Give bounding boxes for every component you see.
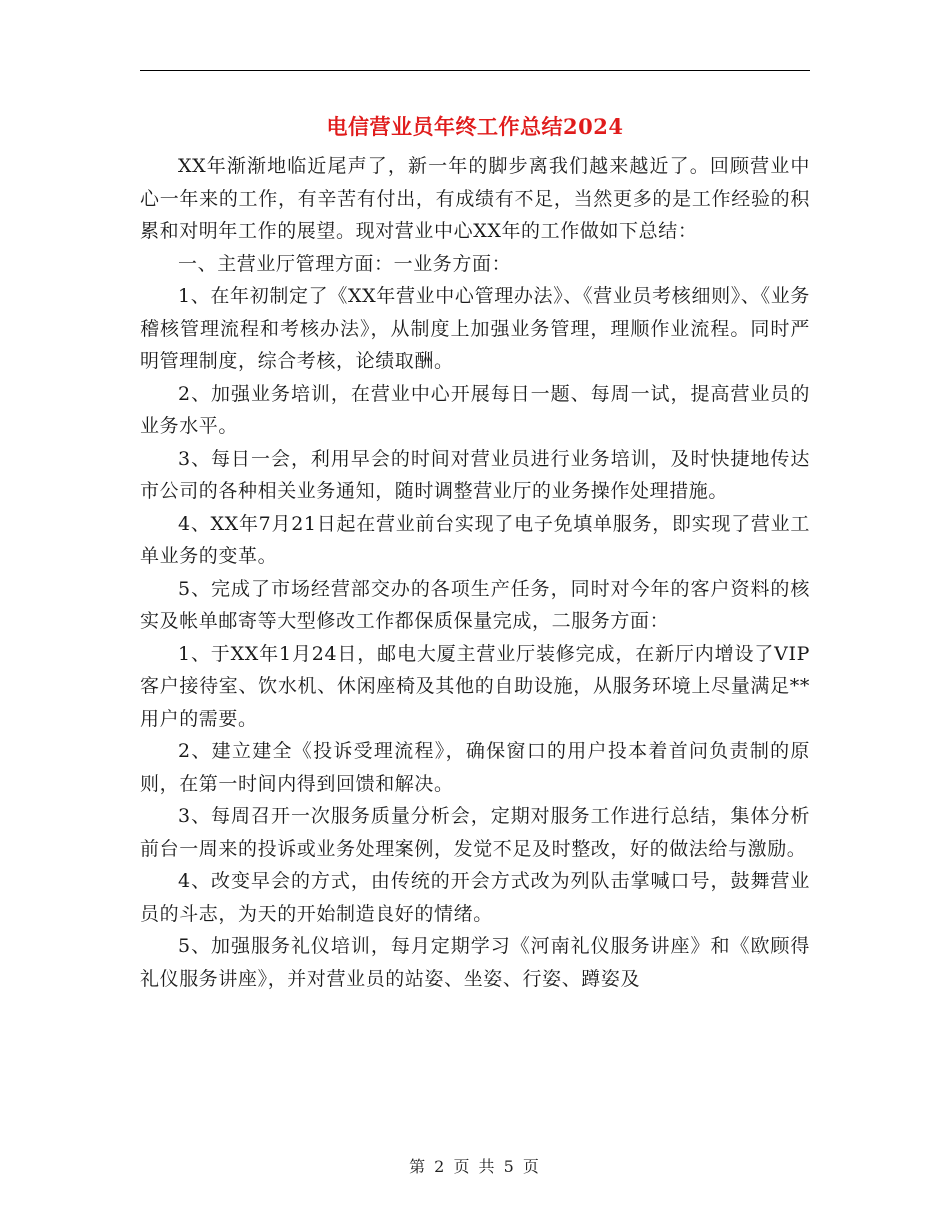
paragraph-business-3: 3、每日一会，利用早会的时间对营业员进行业务培训，及时快捷地传达市公司的各种相关业务通知，随时调整营业厅的业务操作处理措施。 xyxy=(140,447,810,502)
document-body xyxy=(140,150,810,995)
paragraph-service-2: 2、建立建全《投诉受理流程》，确保窗口的用户投本着首问负责制的原则，在第一时间内得到回馈和解决。 xyxy=(140,740,810,795)
paragraph-business-4: 4、XX年7月21日起在营业前台实现了电子免填单服务，即实现了营业工单业务的变革。 xyxy=(140,512,810,567)
page-number-footer: 第 2 页 共 5 页 xyxy=(409,1157,541,1176)
paragraph-service-4: 4、改变早会的方式，由传统的开会方式改为列队击掌喊口号，鼓舞营业员的斗志，为天的开始制造良好的情绪。 xyxy=(140,870,810,925)
paragraph-service-3: 3、每周召开一次服务质量分析会，定期对服务工作进行总结，集体分析前台一周来的投诉或业务处理案例，发觉不足及时整改，好的做法给与激励。 xyxy=(140,805,810,860)
header-rule xyxy=(140,70,810,71)
paragraph-service-1: 1、于XX年1月24日，邮电大厦主营业厅装修完成，在新厅内增设了VIP客户接待室、饮水机、休闲座椅及其他的自助设施，从服务环境上尽量满足**用户的需要。 xyxy=(140,642,810,730)
paragraph-business-1: 1、在年初制定了《XX年营业中心管理办法》、《营业员考核细则》、《业务稽核管理流程和考核办法》，从制度上加强业务管理，理顺作业流程。同时严明管理制度，综合考核，论绩取酬。 xyxy=(140,285,810,372)
paragraph-intro: XX年渐渐地临近尾声了，新一年的脚步离我们越来越近了。回顾营业中心一年来的工作，有辛苦有付出，有成绩有不足，当然更多的是工作经验的积累和对明年工作的展望。现对营业中心XX年的工作做如下总结： xyxy=(140,155,810,242)
paragraph-business-2: 2、加强业务培训，在营业中心开展每日一题、每周一试，提高营业员的业务水平。 xyxy=(140,382,810,437)
paragraph-business-5: 5、完成了市场经营部交办的各项生产任务，同时对今年的客户资料的核实及帐单邮寄等大型修改工作都保质保量完成，二服务方面： xyxy=(140,577,810,632)
paragraph-service-5: 5、加强服务礼仪培训，每月定期学习《河南礼仪服务讲座》和《欧顾得礼仪服务讲座》，并对营业员的站姿、坐姿、行姿、蹲姿及 xyxy=(140,935,810,990)
document-title: 电信营业员年终工作总结2024 xyxy=(326,114,624,139)
section-heading-hall-management: 一、主营业厅管理方面：一业务方面： xyxy=(178,252,512,275)
